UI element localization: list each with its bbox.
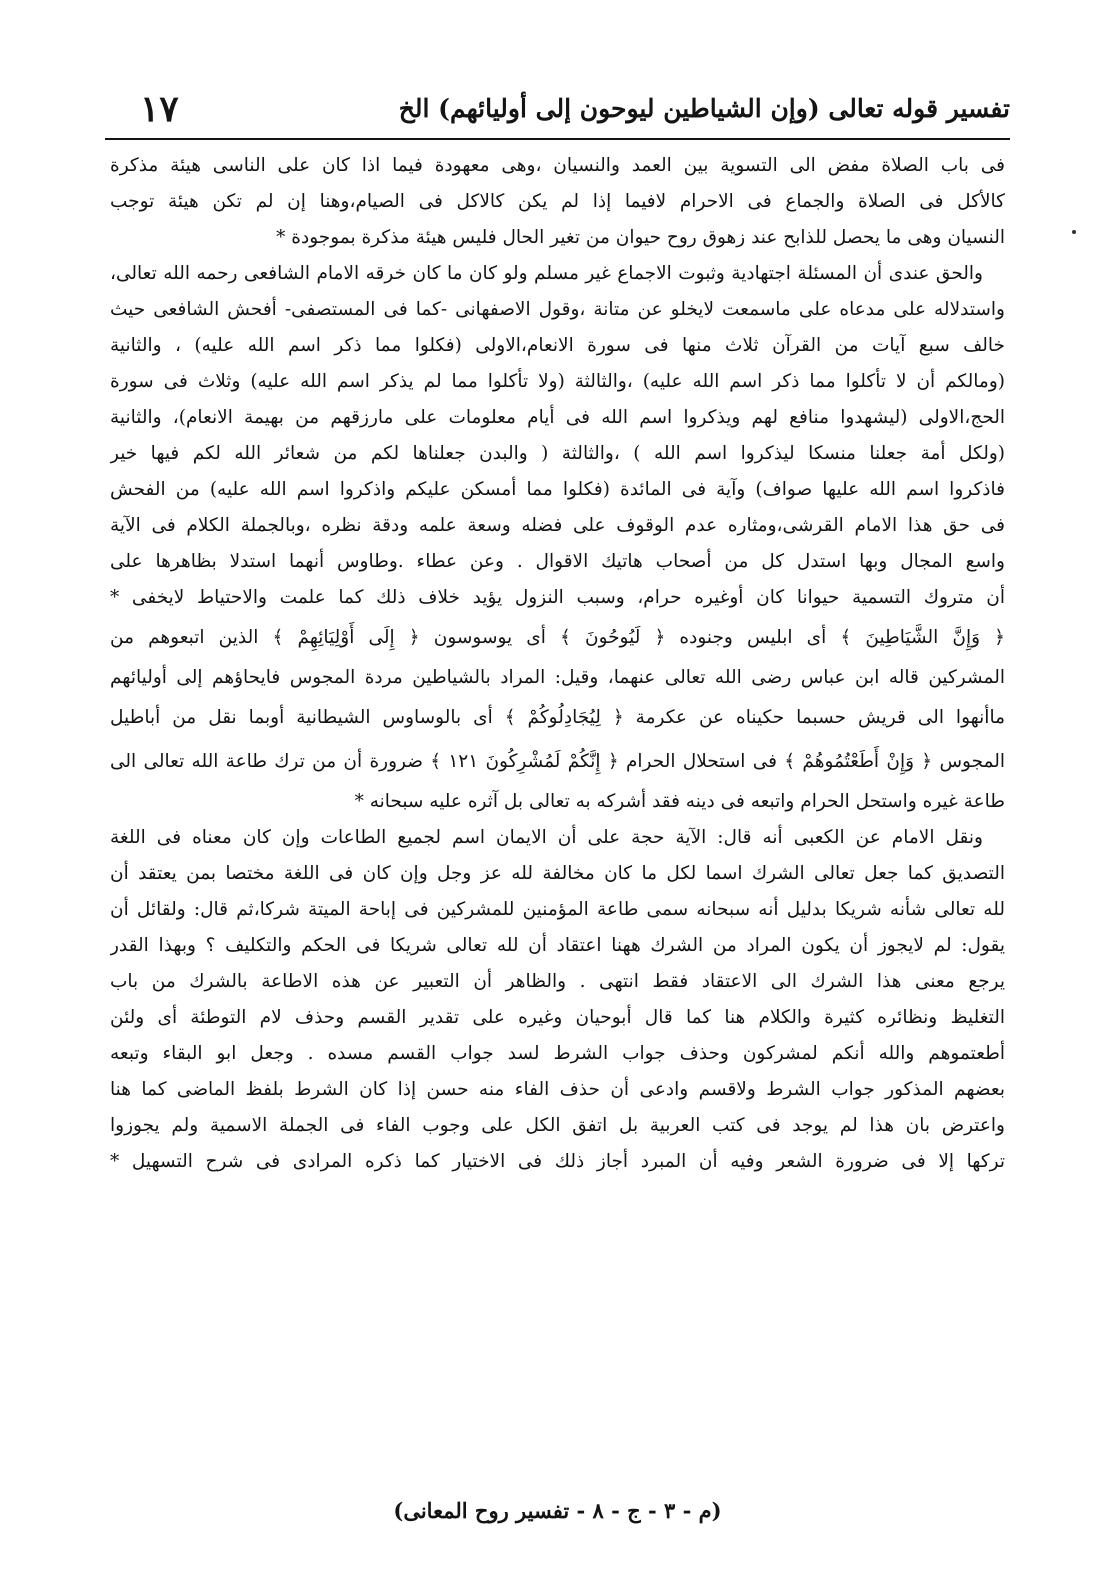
text-line: يرجع معنى هذا الشرك الى الاعتقاد فقط انتهى . والظاهر أن التعبير عن هذه الاطاعة بالشرك من باب bbox=[110, 971, 1005, 992]
text-line: (ولكل أمة جعلنا منسكا ليذكروا اسم الله ) ،والثالثة ( والبدن جعلناها لكم من شعائر الله لكم فيها خير bbox=[110, 443, 1005, 464]
text-line: التصديق كما جعل تعالى الشرك اسما لكل ما كان مخالفة لله عز وجل وإن كان فى اللغة مختصا بمن يعتقد أن bbox=[110, 863, 1005, 884]
text-line: النسيان وهى ما يحصل للذابح عند زهوق روح حيوان من تغير الحال فليس هيئة مذكرة بموجودة * bbox=[276, 227, 1005, 248]
text-line: (ومالكم أن لا تأكلوا مما ذكر اسم الله عليه) ،والثالثة (ولا تأكلوا مما لم يذكر اسم الله عليه) وثلاث فى سورة bbox=[110, 371, 1005, 392]
text-line: فى حق هذا الامام القرشى،ومثاره عدم الوقوف على فضله وسعة علمه ودقة نظره ،وبالجملة الكلام فى الآية bbox=[110, 515, 1005, 536]
text-line: التغليظ ونظائره كثيرة والكلام هنا كما قال أبوحيان وغيره على تقدير القسم وحذف لام التوطئة أى ولئن bbox=[110, 1007, 1005, 1028]
text-line: الحج،الاولى (ليشهدوا منافع لهم ويذكروا اسم الله فى أيام معلومات على مارزقهم من بهيمة الانعام)، والثانية bbox=[110, 407, 1005, 428]
text-line: المشركين قاله ابن عباس رضى الله تعالى عنهما، وقيل: المراد بالشياطين مردة المجوس فايحاؤهم إلى أوليائهم bbox=[110, 667, 1005, 688]
text-line: خالف سبع آيات من القرآن ثلاث منها فى سورة الانعام،الاولى (فكلوا مما ذكر اسم الله عليه) ، والثانية bbox=[110, 335, 1005, 356]
text-line: كالأكل فى الصلاة والجماع فى الاحرام لافيما إذا لم يكن كالاكل فى الصيام،وهنا إن لم تكن هيئة توجب bbox=[110, 191, 1005, 212]
text-line: بعضهم المذكور جواب الشرط ولاقسم وادعى أن حذف الفاء منه حسن إذا كان الشرط بلفظ الماضى كما هنا bbox=[110, 1079, 1005, 1100]
text-line: طاعة غيره واستحل الحرام واتبعه فى دينه فقد أشركه به تعالى بل آثره عليه سبحانه * bbox=[354, 791, 1005, 812]
running-title: تفسير قوله تعالى (وإن الشياطين ليوحون إلى أوليائهم) الخ bbox=[398, 94, 1010, 123]
text-line: لله تعالى شأنه شريكا بدليل أنه سبحانه سمى طاعة المؤمنين للمشركين فى إباحة الميتة شركا،ثم قال: ولقائل أن bbox=[110, 899, 1005, 920]
text-line: ونقل الامام عن الكعبى أنه قال: الآية حجة على أن الايمان اسم لجميع الطاعات وإن كان معناه فى اللغة bbox=[110, 827, 983, 848]
text-line: واسع المجال وبها استدل كل من أصحاب هاتيك الاقوال . وعن عطاء .وطاوس أنهما استدلا بظاهرها على bbox=[110, 551, 1005, 572]
quran-line: المجوس ﴿ وَإِنْ أَطَعْتُمُوهُمْ ﴾ فى استحلال الحرام ﴿ إِنَّكُمْ لَمُشْرِكُونَ ١٢١ ﴾ ضرورة أن من ترك طاعة الله تعالى الى bbox=[110, 751, 1005, 772]
quran-line: ماأنهوا الى قريش حسبما حكيناه عن عكرمة ﴿ لِيُجَادِلُوكُمْ ﴾ أى بالوساوس الشيطانية أوبما نقل من أباطيل bbox=[110, 707, 1005, 728]
signature-footer: (م - ٣ - ج - ٨ - تفسير روح المعانى) bbox=[393, 1498, 722, 1523]
text-line: واستدلاله على مدعاه على ماسمعت لايخلو عن متانة ،وقول الاصفهانى -كما فى المستصفى- أفحش الشافعى حيث bbox=[110, 299, 1005, 320]
text-line: أن متروك التسمية حيوانا كان أوغيره حرام، وسبب النزول يؤيد خلاف ذلك كما علمت والاحتياط لايخفى * bbox=[110, 587, 1005, 608]
text-line: فاذكروا اسم الله عليها صواف) وآية فى المائدة (فكلوا مما أمسكن عليكم واذكروا اسم الله عليه) من الفحش bbox=[110, 479, 1005, 500]
quran-line: ﴿ وَإِنَّ الشَّيَاطِينَ ﴾ أى ابليس وجنوده ﴿ لَيُوحُونَ ﴾ أى يوسوسون ﴿ إِلَى أَوْلِيَائِهِمْ ﴾ الذين اتبعوهم من bbox=[110, 627, 1005, 648]
text-line: يقول: لم لايجوز أن يكون المراد من الشرك ههنا اعتقاد أن لله تعالى شريكا فى الحكم والتكليف ؟ وبهذا القدر bbox=[110, 935, 1005, 956]
header-rule bbox=[105, 138, 1010, 140]
page-number: ١٧ bbox=[140, 88, 179, 130]
text-line: تركها إلا فى ضرورة الشعر وفيه أن المبرد أجاز ذلك فى الاختيار كما ذكره المرادى فى شرح التسهيل * bbox=[110, 1151, 1005, 1172]
body-text bbox=[110, 148, 1005, 1180]
page-header bbox=[105, 88, 1010, 140]
text-line: فى باب الصلاة مفض الى التسوية بين العمد والنسيان ،وهى معهودة فيما اذا كان على الناسى هيئة مذكرة bbox=[110, 155, 1005, 176]
text-line: واعترض بان هذا لم يوجد فى كتب العربية بل اتفق الكل على وجوب الفاء فى الجملة الاسمية ولم يجوزوا bbox=[110, 1115, 1005, 1136]
margin-dot bbox=[1072, 230, 1076, 234]
text-line: والحق عندى أن المسئلة اجتهادية وثبوت الاجماع غير مسلم ولو كان ما كان خرقه الامام الشافعى رحمه الله تعالى، bbox=[110, 263, 983, 284]
text-line: أطعتموهم والله أنكم لمشركون وحذف جواب الشرط لسد جواب القسم مسده . وجعل ابو البقاء وتبعه bbox=[110, 1043, 1005, 1064]
